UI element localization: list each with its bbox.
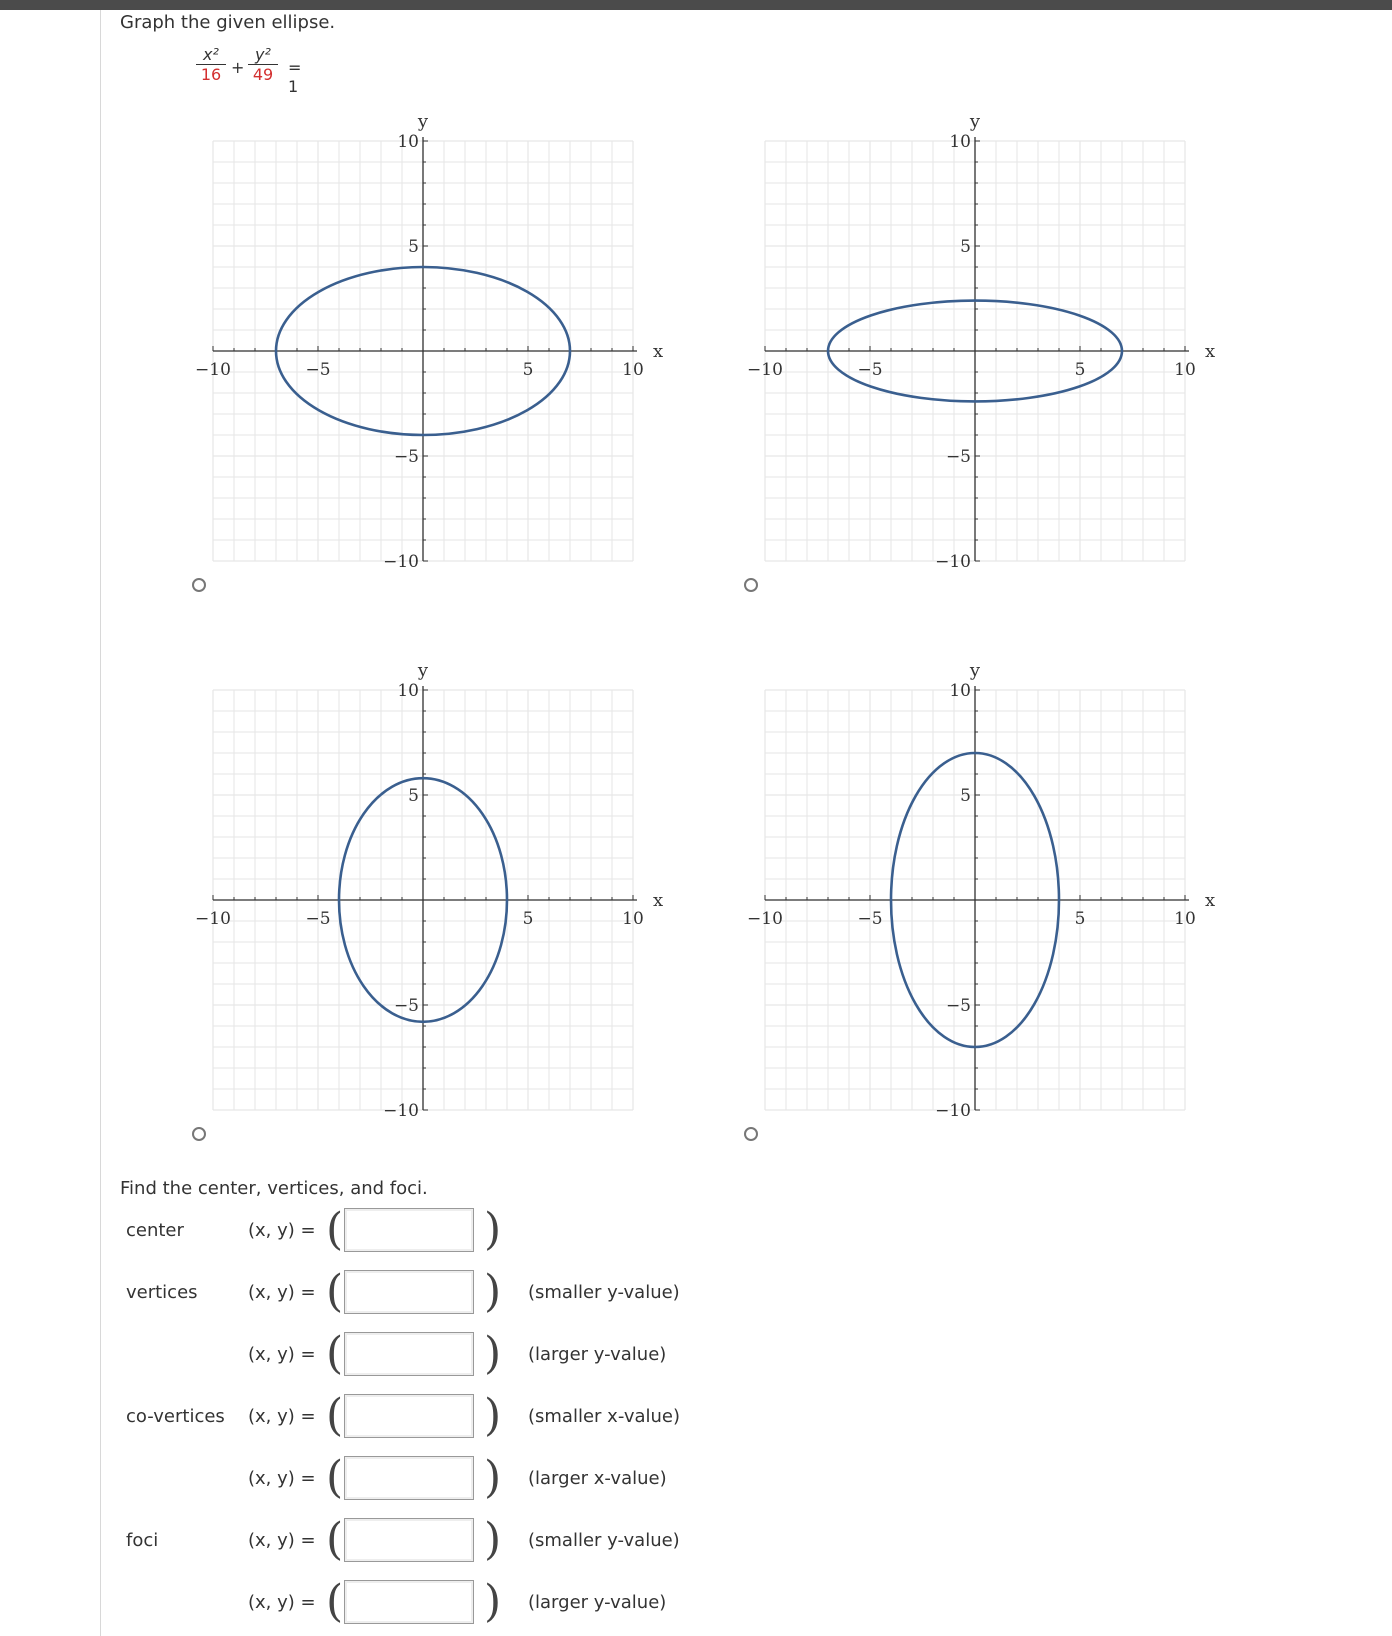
row-label: co-vertices — [126, 1406, 225, 1427]
y-tick-label: −5 — [945, 996, 971, 1016]
close-paren: ) — [484, 1266, 502, 1317]
xy-label: (x, y) = — [248, 1220, 316, 1241]
answer-row — [126, 1204, 826, 1256]
x-tick-label: −5 — [305, 909, 331, 929]
y-tick-label: −5 — [945, 447, 971, 467]
answer-row — [126, 1514, 826, 1566]
graph-option-1 — [180, 110, 700, 630]
y-tick-label: −10 — [383, 1101, 419, 1121]
close-paren: ) — [484, 1576, 502, 1627]
y-tick-label: 10 — [397, 681, 419, 701]
y-tick-label: 10 — [949, 132, 971, 152]
coordinate-input[interactable] — [344, 1456, 474, 1500]
graph-2-svg — [732, 110, 1252, 630]
x-tick-label: −10 — [747, 360, 783, 380]
xy-label: (x, y) = — [248, 1468, 316, 1489]
radio-option-3[interactable] — [192, 1127, 206, 1141]
equals-one: = 1 — [288, 58, 302, 96]
y-tick-label: 10 — [949, 681, 971, 701]
answer-row — [126, 1266, 826, 1318]
y-axis-label: y — [969, 111, 981, 132]
plus-sign: + — [231, 58, 245, 77]
y-fraction — [248, 46, 278, 85]
close-paren: ) — [484, 1204, 502, 1255]
y-denominator: 49 — [252, 65, 274, 84]
answer-row — [126, 1452, 826, 1504]
x-tick-label: 5 — [522, 909, 534, 929]
close-paren: ) — [484, 1390, 502, 1441]
answer-row — [126, 1328, 826, 1380]
y-tick-label: 5 — [408, 786, 419, 806]
question-prompt: Graph the given ellipse. — [120, 12, 336, 33]
y-tick-label: 10 — [397, 132, 419, 152]
graph-4-svg — [732, 659, 1252, 1179]
x-tick-label: 10 — [1174, 909, 1196, 929]
coordinate-input[interactable] — [344, 1208, 474, 1252]
close-paren: ) — [484, 1328, 502, 1379]
y-tick-label: −10 — [935, 1101, 971, 1121]
open-paren: ( — [326, 1514, 344, 1565]
x-axis-label: x — [653, 341, 664, 362]
left-rule — [100, 10, 101, 1636]
row-hint: (smaller y-value) — [528, 1530, 680, 1551]
xy-label: (x, y) = — [248, 1406, 316, 1427]
coordinate-input[interactable] — [344, 1394, 474, 1438]
open-paren: ( — [326, 1452, 344, 1503]
row-hint: (larger x-value) — [528, 1468, 667, 1489]
find-instruction: Find the center, vertices, and foci. — [120, 1178, 428, 1199]
xy-label: (x, y) = — [248, 1344, 316, 1365]
open-paren: ( — [326, 1266, 344, 1317]
x-denominator: 16 — [200, 65, 222, 84]
row-label: vertices — [126, 1282, 198, 1303]
answer-row — [126, 1390, 826, 1442]
y-tick-label: −10 — [935, 552, 971, 572]
y-tick-label: −5 — [393, 447, 419, 467]
graph-1-svg — [180, 110, 700, 630]
y-axis-label: y — [417, 111, 429, 132]
radio-option-4[interactable] — [744, 1127, 758, 1141]
y-numerator: y² — [248, 46, 278, 65]
coordinate-input[interactable] — [344, 1332, 474, 1376]
x-axis-label: x — [653, 890, 664, 911]
x-tick-label: 5 — [1074, 360, 1086, 380]
top-bar — [0, 0, 1392, 10]
x-tick-label: −10 — [747, 909, 783, 929]
x-tick-label: −5 — [857, 909, 883, 929]
x-tick-label: −10 — [195, 909, 231, 929]
x-tick-label: 10 — [1174, 360, 1196, 380]
x-axis-label: x — [1205, 341, 1216, 362]
x-fraction — [196, 46, 226, 85]
radio-option-1[interactable] — [192, 578, 206, 592]
y-tick-label: −10 — [383, 552, 419, 572]
row-label: foci — [126, 1530, 159, 1551]
close-paren: ) — [484, 1514, 502, 1565]
row-label: center — [126, 1220, 184, 1241]
x-tick-label: −5 — [305, 360, 331, 380]
open-paren: ( — [326, 1390, 344, 1441]
graph-option-2 — [732, 110, 1252, 630]
graph-option-3 — [180, 659, 700, 1179]
x-numerator: x² — [196, 46, 226, 65]
x-tick-label: 5 — [522, 360, 534, 380]
y-tick-label: 5 — [408, 237, 419, 257]
y-tick-label: −5 — [393, 996, 419, 1016]
graph-3-svg — [180, 659, 700, 1179]
graph-option-4 — [732, 659, 1252, 1179]
y-axis-label: y — [417, 660, 429, 681]
xy-label: (x, y) = — [248, 1530, 316, 1551]
open-paren: ( — [326, 1576, 344, 1627]
row-hint: (smaller y-value) — [528, 1282, 680, 1303]
coordinate-input[interactable] — [344, 1270, 474, 1314]
row-hint: (larger y-value) — [528, 1592, 667, 1613]
answer-row — [126, 1576, 826, 1628]
radio-option-2[interactable] — [744, 578, 758, 592]
x-axis-label: x — [1205, 890, 1216, 911]
row-hint: (larger y-value) — [528, 1344, 667, 1365]
x-tick-label: 5 — [1074, 909, 1086, 929]
x-tick-label: 10 — [622, 909, 644, 929]
xy-label: (x, y) = — [248, 1282, 316, 1303]
x-tick-label: −10 — [195, 360, 231, 380]
xy-label: (x, y) = — [248, 1592, 316, 1613]
row-hint: (smaller x-value) — [528, 1406, 681, 1427]
y-axis-label: y — [969, 660, 981, 681]
x-tick-label: 10 — [622, 360, 644, 380]
y-tick-label: 5 — [960, 786, 971, 806]
coordinate-input[interactable] — [344, 1580, 474, 1624]
y-tick-label: 5 — [960, 237, 971, 257]
close-paren: ) — [484, 1452, 502, 1503]
x-tick-label: −5 — [857, 360, 883, 380]
open-paren: ( — [326, 1204, 344, 1255]
coordinate-input[interactable] — [344, 1518, 474, 1562]
open-paren: ( — [326, 1328, 344, 1379]
